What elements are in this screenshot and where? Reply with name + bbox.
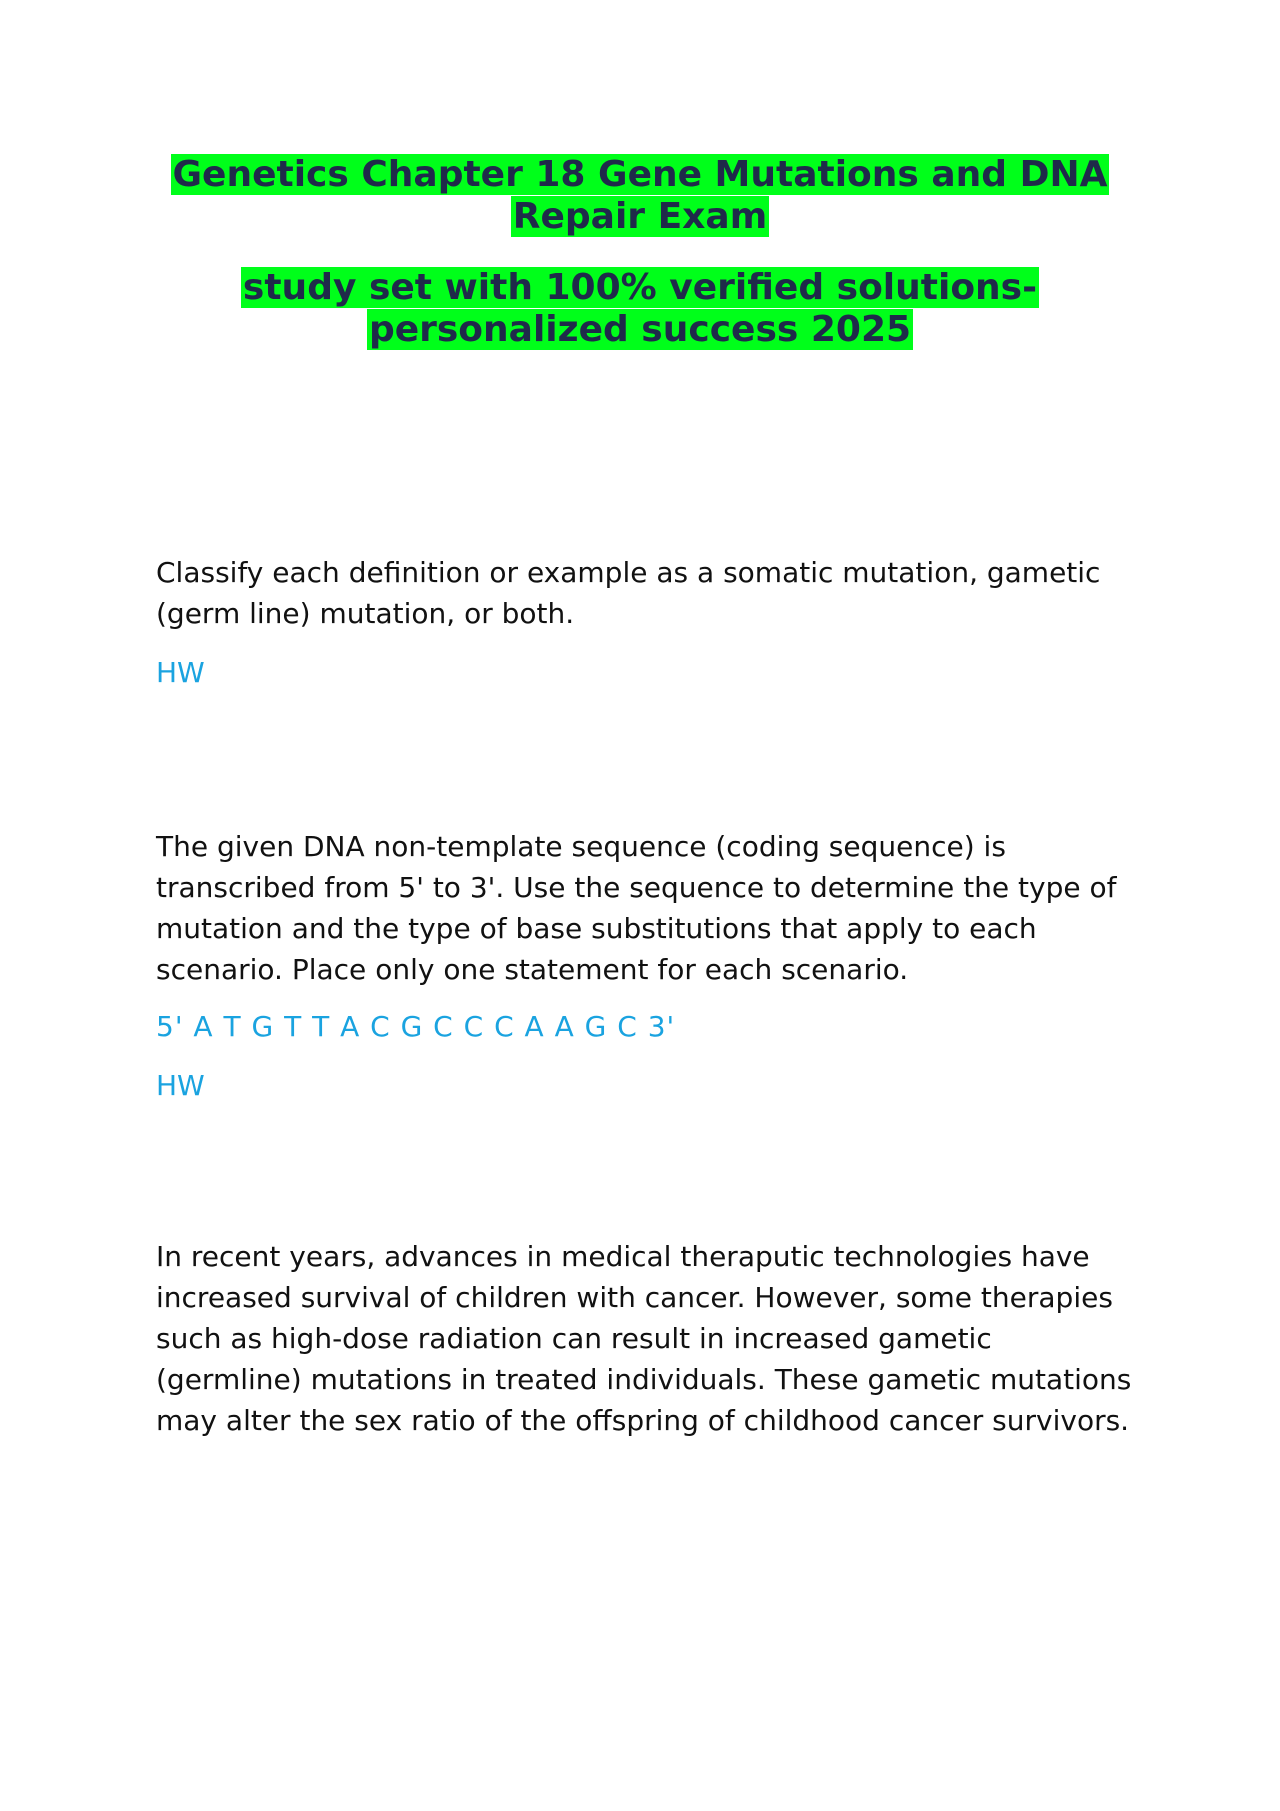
question-1-answer: HW [156, 656, 205, 689]
document-subtitle [150, 267, 1130, 351]
question-2-answer: HW [156, 1069, 205, 1102]
question-1-text: Classify each definition or example as a somatic mutation, gametic (germ line) mutation, or both. [156, 556, 1101, 630]
title-sub-text: study set with 100% verified solutions- personalized success 2025 [242, 267, 1038, 350]
question-3-text: In recent years, advances in medical theraputic technologies have increased survival of children with cancer. However, some therapies such as high-dose radiation can result in increased gametic (germline) mutations in treated individuals. These gametic mutations may alter the sex ratio of the offspring of childhood cancer survivors. [156, 1240, 1132, 1437]
question-2-sequence: 5' A T G T T A C G C C C A A G C 3' [156, 1010, 676, 1043]
document-title [150, 154, 1130, 238]
title-main-text: Genetics Chapter 18 Gene Mutations and DNA Repair Exam [172, 154, 1108, 237]
question-2-text: The given DNA non-template sequence (coding sequence) is transcribed from 5' to 3'. Use the sequence to determine the type of mutation and the type of base substitutions that apply to each scenario. Place only one statement for each scenario. [156, 830, 1117, 986]
